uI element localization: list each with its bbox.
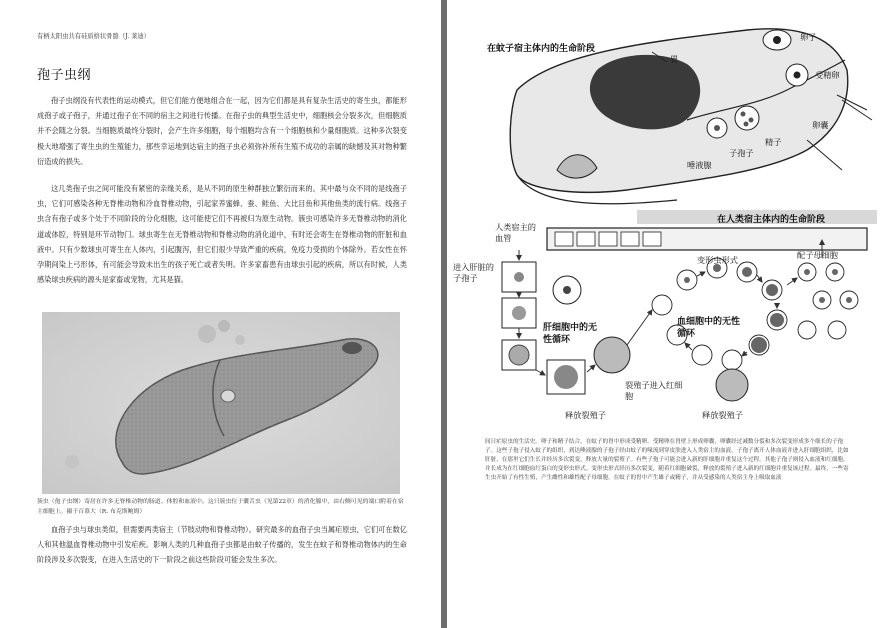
body-paragraph-3: 血孢子虫与球虫类似，但需要两类宿主（节肢动物和脊椎动物）。研究最多的血孢子虫当属疟原虫，它们可在数亿人和其他温血脊椎动物中引发疟疾。影响人类的几种血孢子虫都是由蚊子传播的，发生在蚊子和脊椎动物体内的生命阶段涉及多次裂变，在进入生活史的下一阶段之前这些阶段可能会发生多次。 [37, 525, 407, 565]
gregarine-micrograph [42, 312, 400, 494]
label-zygote: 受精卵 [815, 70, 840, 80]
right-page [447, 0, 890, 628]
body-paragraph-1: 孢子虫纲没有代表性的运动模式，但它们能方便地组合在一起，因为它们都是具有复杂生活史的寄生虫，都能形成孢子或子孢子，并通过孢子在不同的宿主之间进行传播。在孢子虫的典型生活史中，细胞核会分裂多次，但细胞质并不会随之分裂。当细胞质最终分裂时，会产生许多细胞，每个细胞均含有一个细胞核和少量细胞质。这种多次裂变极大地增强了寄生虫的生殖能力，那些幸运地到达宿主的孢子虫必须弥补所有生殖不成功的亲属的缺憾及其对物种繁衍造成的损失。 [37, 96, 407, 166]
label-blood-cycle: 血细胞中的无性循环 [677, 317, 741, 339]
merozoite-cluster-2 [716, 369, 748, 401]
label-sporozoite: 子孢子 [729, 148, 754, 158]
label-stomach: 胃 [670, 54, 679, 64]
gregarine-micrograph-drawing [42, 312, 400, 494]
human-stage-title: 在人类宿主体内的生命阶段 [717, 215, 826, 225]
mosquito-stage-title: 在蚊子宿主体内的生命阶段 [487, 44, 596, 54]
oocyst-shape [735, 106, 759, 130]
label-release-merozoites-2: 释放裂殖子 [702, 410, 743, 420]
label-liver-cycle: 肝细胞中的无性循环 [543, 323, 598, 345]
label-trophozoite: 变形虫形式 [697, 255, 738, 265]
label-merozoite-enter: 裂殖子进入红细胞 [625, 380, 683, 401]
figure-caption: 簇虫（孢子虫纲）寄居在许多无脊椎动物的肠道、体腔和血液中。这只簇虫位于囊舌虫（见第22章）的消化腺中，由右侧可见的端口附着在宿主细胞上。摄于百慕大（R. 布克斯鲍姆） [37, 499, 404, 515]
label-sperm: 精子 [765, 137, 782, 147]
label-egg: 卵子 [800, 32, 817, 42]
diagram-caption: 间日疟原虫的生活史。卵子和精子结合，在蚊子的胃中形成受精卵。受精卵在胃壁上形成卵囊，卵囊经过减数分裂和多次裂变形成多个细长的子孢子。这些子孢子侵入蚊子的组织，到达唾液腺的子孢子经由蚊子的喙流到穿皮肤进入人类宿主的血液。子孢子离开人体血液并进入肝细胞组织，比如肝脏，在那里它们生长并经历多次裂变，释放大量的裂殖子。有些子孢子可能会进入新的肝细胞并重复这个过程。其他子孢子则侵入血液和红细胞，并长成为在红细胞血红蛋白的变形虫形式。变形虫形式经历多次裂变，随着红细胞破裂，释放的裂殖子进入新的红细胞并重复该过程。最终，一些寄生虫开始了有性生殖，产生雌性和雄性配子母细胞，在蚊子的胃中产生雄子或精子，并从受感染的人类宿主身上吸取血液 [485, 439, 849, 481]
label-human-vessel: 人类宿主的血管 [495, 222, 536, 243]
section-title: 孢子虫纲 [37, 68, 92, 83]
label-gametocyte: 配子母细胞 [797, 250, 838, 260]
running-header: 有柄太阳虫共有硅质格状骨骼（J. 莱迪） [37, 33, 151, 40]
label-oocyst: 卵囊 [812, 120, 829, 130]
body-paragraph-2: 这几类孢子虫之间可能没有紧密的亲缘关系，是从不同的原生种群独立繁衍而来的。其中最与众不同的是线孢子虫，它们可感染各种无脊椎动物和冷血脊椎动物，引起家养蜜蜂、蚕、鲑鱼、大比目鱼和其他鱼类的流行病。线孢子虫含有孢子或多个处于不同阶段的分化细胞，这可能使它们不再被归为原生动物。簇虫可感染许多无脊椎动物的消化道或体腔，特别是环节动物门。球虫寄生在无脊椎动物和脊椎动物的消化道中，有时还会寄生在脊椎动物的肝脏和血液中。只有少数球虫可寄生在人体内，引起腹泻，但它们很少导致严重的疾病，免疫力受损的个体除外。若女性在怀孕期间染上弓形体，有可能会导致未出生的孩子死亡或者失明。许多家畜患有由球虫引起的疾病，所以有时候，人类感染球虫疾病的源头是家畜或宠物，尤其是猫。 [37, 184, 407, 285]
label-release-merozoites: 释放裂殖子 [565, 410, 606, 420]
left-page [0, 0, 441, 628]
label-liver-entry: 进入肝脏的子孢子 [453, 262, 494, 283]
label-salivary-gland: 唾液腺 [687, 160, 712, 170]
